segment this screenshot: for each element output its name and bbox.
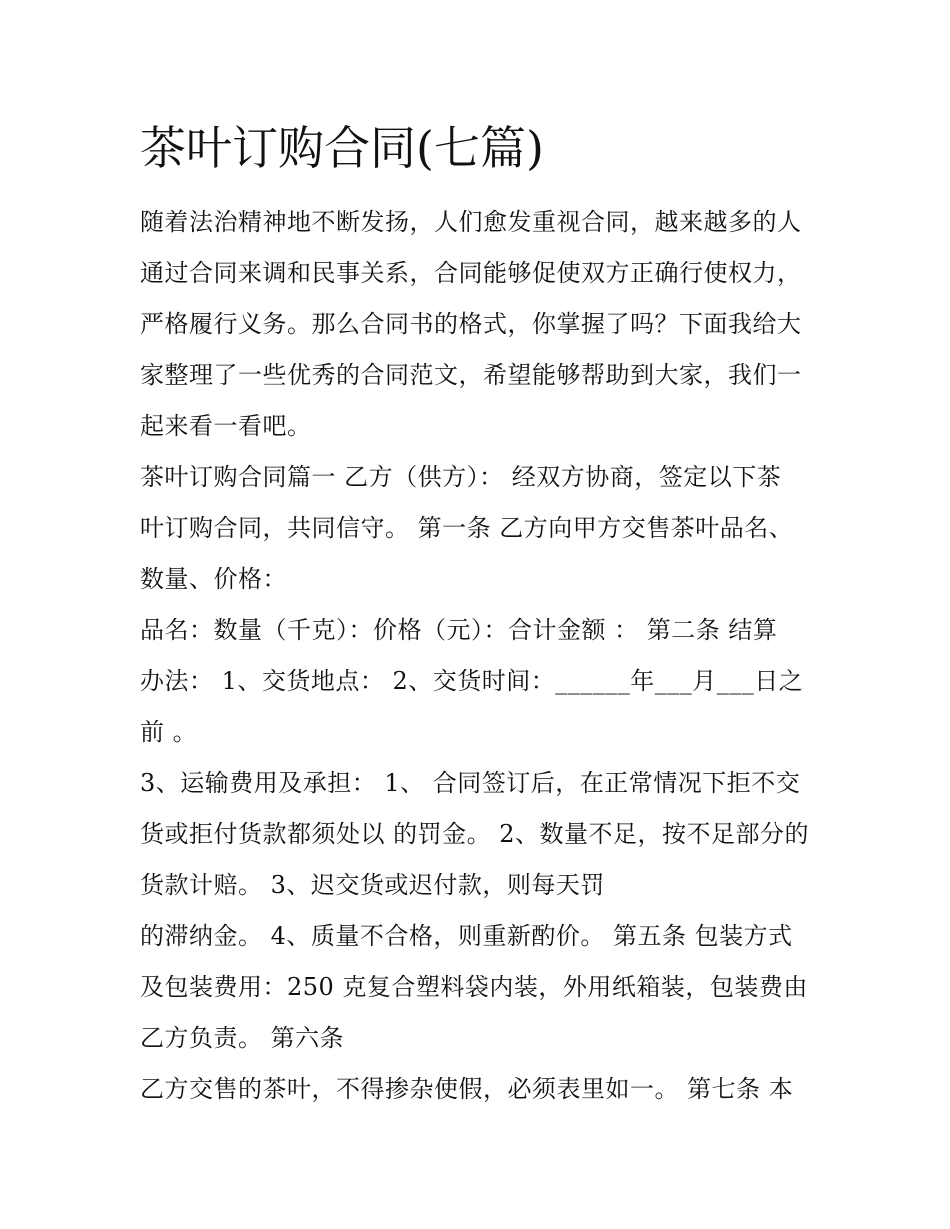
- body-line: 严格履行义务。那么合同书的格式，你掌握了吗？下面我给大: [140, 310, 802, 338]
- body-line: 起来看一看吧。: [140, 412, 312, 440]
- body-line: 乙方交售的茶叶，不得掺杂使假，必须表里如一。 第七条 本: [140, 1075, 794, 1103]
- body-line: 随着法治精神地不断发扬，人们愈发重视合同，越来越多的人: [140, 208, 802, 236]
- body-line: 通过合同来调和民事关系，合同能够促使双方正确行使权力，: [140, 259, 802, 287]
- body-line: 家整理了一些优秀的合同范文，希望能够帮助到大家，我们一: [140, 361, 802, 389]
- body-line: 品名：数量（千克）：价格（元）：合计金额 ： 第二条 结算: [140, 616, 778, 644]
- body-line: 货款计赔。 3、迟交货或迟付款，则每天罚: [140, 871, 605, 899]
- body-line: 办法： 1、交货地点： 2、交货时间：______年___月___日之: [140, 667, 804, 695]
- body-line: 叶订购合同，共同信守。 第一条 乙方向甲方交售茶叶品名、: [140, 514, 794, 542]
- body-line: 茶叶订购合同篇一 乙方（供方）： 经双方协商，签定以下茶: [140, 463, 782, 491]
- body-line: 数量、价格：: [140, 565, 287, 593]
- body-line: 3、运输费用及承担： 1、 合同签订后，在正常情况下拒不交: [140, 769, 801, 797]
- body-line: 及包装费用：250 克复合塑料袋内装，外用纸箱装，包装费由: [140, 973, 808, 1001]
- body-line: 货或拒付货款都须处以 的罚金。 2、数量不足，按不足部分的: [140, 820, 810, 848]
- document-title: 茶叶订购合同(七篇): [140, 121, 544, 175]
- body-line: 前 。: [140, 718, 198, 746]
- body-line: 乙方负责。 第六条: [140, 1024, 345, 1052]
- body-line: 的滞纳金。 4、质量不合格，则重新酌价。 第五条 包装方式: [140, 922, 793, 950]
